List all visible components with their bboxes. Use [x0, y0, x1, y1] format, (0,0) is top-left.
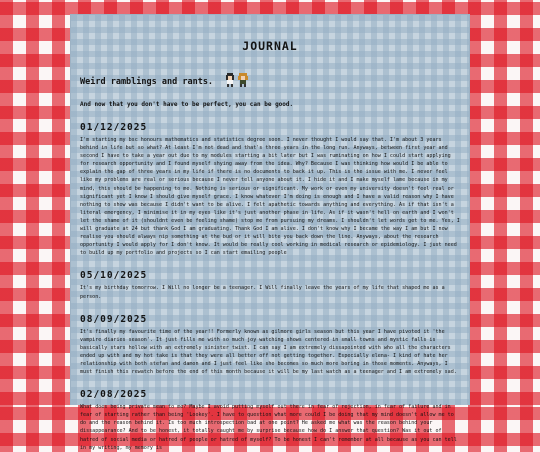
journal-entry	[80, 389, 460, 452]
entry-date: 01/12/2025	[80, 122, 148, 133]
entry-date: 05/10/2025	[80, 270, 148, 282]
entry-date: 02/08/2025	[80, 389, 148, 401]
entry-text: What does being private mean to me? Maybe I avoid putting myself out there in fear of rejection, in fear of failure and in fear of starting rather than being 'Lookey'. I have to question what more could I be doing that my mind doesn't allow me to do and the reason behind it. Is too much introspection bad at one point? He asked me what was the reason behind your dissappearance? And to be honest, it totally caught me by surprise because how do I answer that question? Was it out of hatred of social media or hatred of people or hatred of myself? To be honest I can't remember at all because as you can tell in my writing, my memory is	[80, 404, 457, 451]
subtitle-row	[80, 73, 460, 87]
journal-panel	[70, 14, 470, 451]
page-title: JOURNAL	[242, 39, 298, 53]
entry-date: 08/09/2025	[80, 313, 148, 325]
entry-text: I'm starting my bsc honours mathematics and statistics degree soon. I never thought I would say that. I'm about 3 years behind in life but so what? At least I'm not dead and that's three years in the long run. Anyways, between first year and second I have to take a year out due to my modules starting a bit later but I was ruminating on how I could start applying for research opportunity and I found myself shying away from the idea. Why? Because I was thinking how would I be able to explain the gap of three years in my life if there is no documents to back it up. This is the issue with me. I never feel like my problems are real or serious because I never tell anyone about it. I hide it and I make myself lame because in my mind, this should be happening to me. Nothing is serious or significant. My work or even my university doesn't feel real or significant yet I know I should give myself grace. I know whatever I'm doing is enough and I have a valid reason why I have nothing to show was because I didn't want to be alive. I felt apathetic towards anything and everything. As if that isn't a literal emergency, I minimise it in my eyes like it's just another phase in life. As if it wasn't hell on earth and I won't let the shame of it (shouldnt even be feeling shame) stop me from pursuing my dreams. I shouldn't let words get to me. Yes, I will graduate at 24 but thank God I am graduating. Thank God I am alive. I don't know why I became the way I am but I now realise you should always nip something at the bud or it will bite you back down the line. Anyways, about the research opportunity I would apply for I don't know. It would be really cool working in medical research or epidemiology. I just need to build up my portfolio and projects so I can start emailing people	[80, 137, 460, 257]
pixel-character-right-icon	[238, 73, 248, 87]
pixel-character-left-icon	[225, 73, 235, 87]
journal-content	[71, 15, 469, 452]
entry-text: It's my birthday tomorrow. I Will no longer be a teenager. I Will finally leave the years of my life that shaped me as a person.	[80, 285, 445, 300]
journal-entry	[80, 314, 460, 377]
journal-entry	[80, 122, 460, 257]
entry-text: It's finally my favourite time of the year!! Formerly known as gilmore girls season but this year I have pivoted it 'the vampire diaries season'. It just fills me with so much joy watching shows centered in small towns and mystic falls is basically stars hollow with an extremely sinister twist. I can say I am extremely dissapointed with who all the characters ended up with and my hot take is that they were all better off not getting together. Especially elena- I kind of hate her relationship with both stefan and damon and I just feel like she becomes so much more boring in those moments. Anyways, I must finish this rewatch before the end of this month because it will be my last watch as a teenager and I am extremely sad.	[80, 328, 457, 376]
page-subtitle: Weird ramblings and rants.	[80, 77, 214, 87]
page-tagline: And now that you don't have to be perfect, you can be good.	[80, 101, 294, 108]
journal-entry	[80, 270, 460, 300]
pixel-characters-icon	[225, 73, 248, 87]
